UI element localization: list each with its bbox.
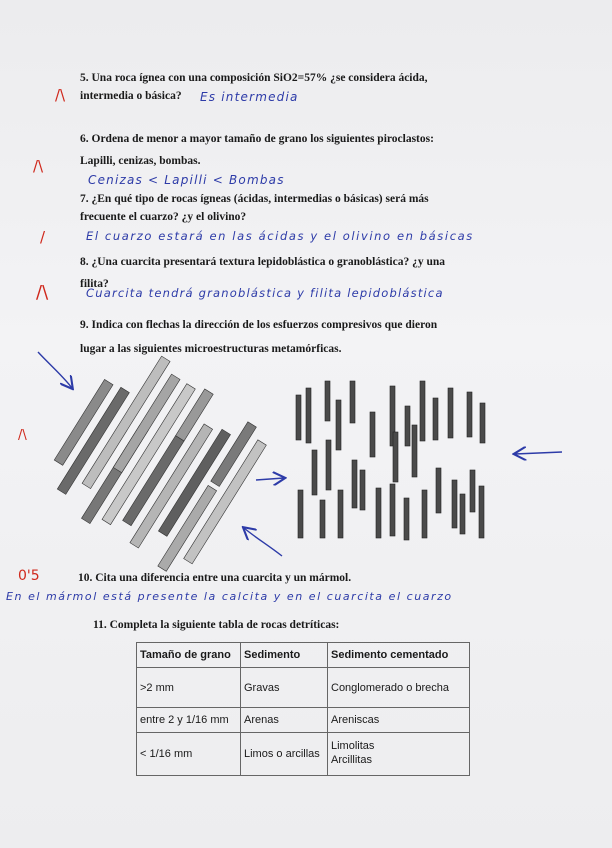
question-5-line2: intermedia o básica? [80,89,182,102]
table-cell: Arenas [241,708,328,733]
question-7-line2: frecuente el cuarzo? ¿y el olivino? [80,210,247,223]
table-row [137,733,470,776]
correction-mark-q10: 0'5 [18,568,40,584]
question-9 [80,317,510,359]
student-stress-arrows [38,352,562,556]
question-7-line1: 7. ¿En qué tipo de rocas ígneas (ácidas, intermedias o básicas) será más [80,193,429,205]
table-header: Sedimento cementado [328,643,470,668]
correction-mark-q8: /\ [36,282,49,303]
question-6 [80,131,510,171]
question-5-line1: 5. Una roca ígnea con una composición SiO2=57% ¿se considera ácida, [80,72,428,84]
table-cell: Limos o arcillas [241,733,328,776]
lineated-texture-figure [296,381,485,540]
detrital-rocks-table [136,642,470,776]
question-7 [80,191,510,227]
table-header: Sedimento [241,643,328,668]
question-8-line1: 8. ¿Una cuarcita presentará textura lepidoblástica o granoblástica? ¿y una [80,256,446,268]
question-10: 10. Cita una diferencia entre una cuarcita y un mármol. [78,572,352,584]
correction-mark-q7: / [40,228,46,246]
table-cell: >2 mm [137,668,241,708]
question-9-line1: 9. Indica con flechas la dirección de los esfuerzos compresivos que dieron [80,319,438,331]
table-cell: Conglomerado o brecha [328,668,470,708]
question-6-line2: Lapilli, cenizas, bombas. [80,154,201,167]
answer-8: Cuarcita tendrá granoblástica y filita lepidoblástica [86,286,444,300]
answer-6: Cenizas < Lapilli < Bombas [88,173,285,187]
question-9-line2: lugar a las siguientes microestructuras metamórficas. [80,342,342,355]
question-11: 11. Completa la siguiente tabla de rocas detríticas: [93,619,340,631]
answer-7: El cuarzo estará en las ácidas y el olivino en básicas [86,229,474,243]
question-8-line2: filita? [80,277,109,290]
question-6-line1: 6. Ordena de menor a mayor tamaño de grano los siguientes piroclastos: [80,133,434,145]
correction-mark-q5: /\ [55,86,66,104]
table-cell: Gravas [241,668,328,708]
table-cell: Areniscas [328,708,470,733]
table-cell: Limolitas Arcillitas [328,733,470,776]
table-cell: < 1/16 mm [137,733,241,776]
answer-5: Es intermedia [200,90,299,104]
foliated-texture-figure [36,337,277,581]
table-cell: entre 2 y 1/16 mm [137,708,241,733]
table-row [137,668,470,708]
answer-10: En el mármol está presente la calcita y en el cuarcita el cuarzo [6,590,453,603]
table-header: Tamaño de grano [137,643,241,668]
correction-mark-q9: /\ [18,428,27,443]
table-row [137,708,470,733]
correction-mark-q6: /\ [33,157,44,175]
